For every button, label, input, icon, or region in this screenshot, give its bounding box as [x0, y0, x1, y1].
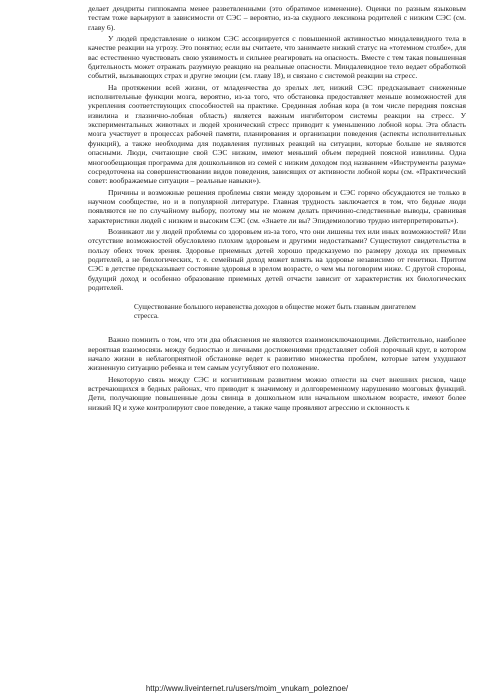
paragraph-7: Некоторую связь между СЭС и когнитивным развитием можно отнести на счет внешних рисков, чаще встречающихся в бедных районах, что приводит к значимому и долговременному нарушению мозговых функций. Дети, получающие повышенные дозы свинца в дошкольном или начальном школьном возрасте, имеют более низкий IQ и хуже контролируют свое поведение, а также чаще проявляют агрессию и склонность к — [88, 374, 466, 412]
paragraph-3: На протяжении всей жизни, от младенчества до зрелых лет, низкий СЭС предсказывает сниженные исполнительные функции мозга, вероятно, из-за того, что обстановка предоставляет меньше возможностей для укрепления соответствующих способностей на практике. Срединная лобная кора (в том числе передняя поясная извилина и глазнично-лобная область) является важным ингибитором системы реакции на стресс. У экспериментальных животных и людей хронический стресс приводит к уменьшению лобной коры. Эта область мозга участвует в процессах рабочей памяти, планирования и организации поведения (аспекты исполнительных функций), а также необходима для подавления пугливых реакций на ситуации, которые больше не являются опасными. Люди, считающие свой СЭС низким, имеют меньший объем передней поясной извилины. Одна многообещающая программа для дошкольников из семей с низким доходом под названием «Инструменты разума» сосредоточена на совершенствовании видов поведения, зависящих от активности лобной коры (см. «Практический совет: воображаемые ситуации – реальные навыки»). — [88, 82, 466, 186]
paragraph-1: делает дендриты гиппокампа менее разветвленными (это обратимое изменение). Оценки по разным языковым тестам тоже варьируют в зависимости от СЭС – вероятно, из-за скудного лексикона родителей с низким СЭС (см. главу 6). — [88, 4, 466, 32]
paragraph-2: У людей представление о низком СЭС ассоциируется с повышенной активностью миндалевидного тела в качестве реакции на угрозу. Это понятно; если вы считаете, что занимаете низкий статус на «тотемном столбе», для вас естественно чувствовать свою уязвимость и сильнее реагировать на опасность. Вместе с тем такая повышенная бдительность может отражать разумную реакцию на реальные опасности. Миндалевидное тело ведает обработкой событий, вызывающих страх и другие эмоции (см. главу 18), и связано с системой реакции на стресс. — [88, 34, 466, 81]
footer-url: http://www.liveinternet.ru/users/moim_vnukam_poleznoe/ — [145, 684, 349, 693]
paragraph-5: Возникают ли у людей проблемы со здоровьем из-за того, что они лишены тех или иных возможностей? Или отсутствие возможностей обусловлено плохим здоровьем и другими недостатками? Существуют свидетельства в пользу обеих точек зрения. Здоровье приемных детей хорошо предсказуемо по размеру дохода их приемных родителей, а не биологических, т. е. семейный доход может влиять на здоровье независимо от генетики. Притом СЭС в детстве предсказывает состояние здоровья в зрелом возрасте, о чем мы поговорим ниже. С другой стороны, будущий доход и особенно образование приемных детей отчасти зависит от характеристик их биологических родителей. — [88, 226, 466, 292]
pull-quote: Существование большого неравенства доходов в обществе может быть главным двигателем стресса. — [134, 303, 416, 321]
paragraph-6: Важно помнить о том, что эти два объяснения не являются взаимоисключающими. Действительно, наиболее вероятная взаимосвязь между бедностью и личными достижениями представляет собой порочный круг, в котором начало жизни в неблагоприятной обстановке ведет к развитию множества проблем, которые затем ухудшают жизненную ситуацию ребенка и тем самым усугубляют его положение. — [88, 335, 466, 373]
paragraph-4: Причины и возможные решения проблемы связи между здоровьем и СЭС горячо обсуждаются не только в научном сообществе, но и в популярной литературе. Главная трудность заключается в том, что бедные люди появляются не по случайному выбору, поэтому мы не можем делать причинно-следственные выводы, сравнивая характеристики людей с низким и высоким СЭС (см. «Знаете ли вы? Эпидемиологию трудно интерпретировать»). — [88, 187, 466, 225]
